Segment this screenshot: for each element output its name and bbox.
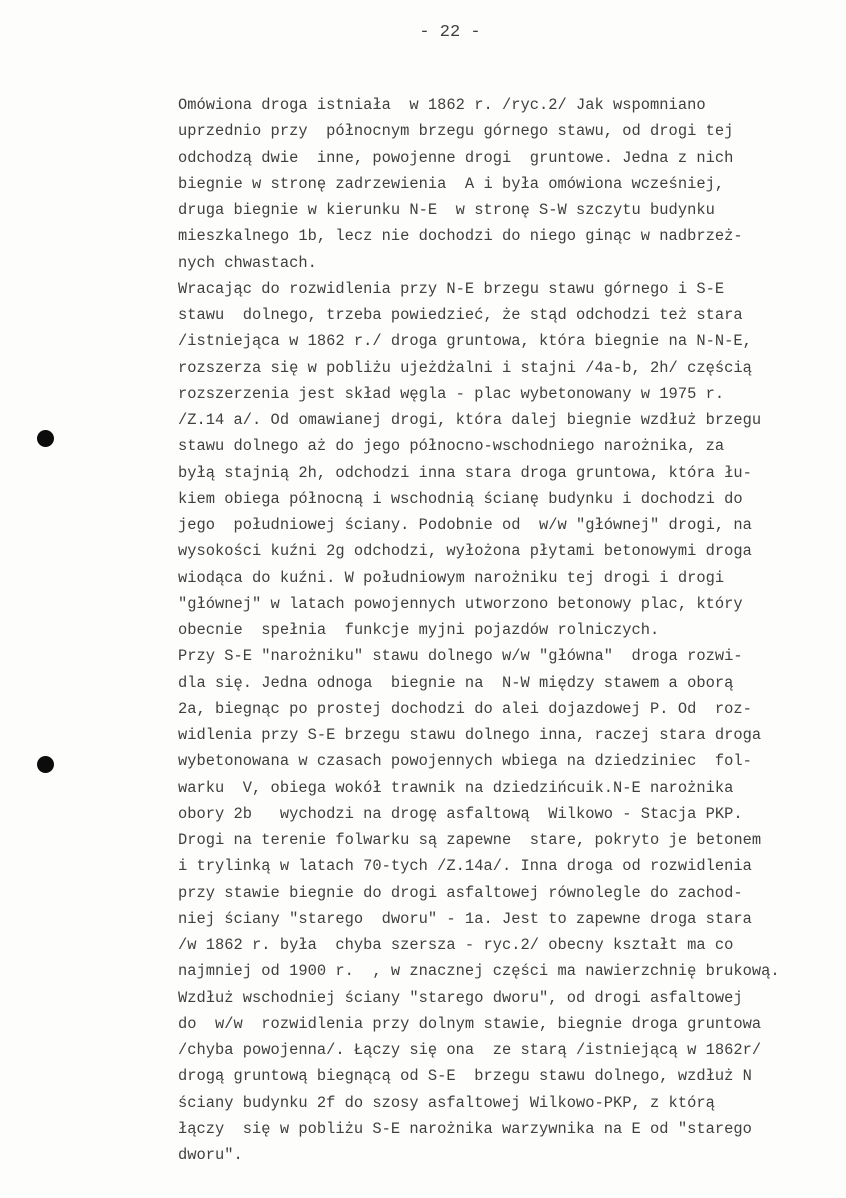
text-line: najmniej od 1900 r. , w znacznej części ma nawierzchnię brukową. [178,962,780,981]
punch-hole [37,430,54,447]
text-line: obecnie spełnia funkcje myjni pojazdów rolniczych. [178,621,660,639]
text-line: Przy S-E "narożniku" stawu dolnego w/w "główna" droga rozwi- [178,647,743,666]
text-line: odchodzą dwie inne, powojenne drogi gruntowe. Jedna z nich [178,148,734,167]
text-line: 2a, biegnąc po prostej dochodzi do alei dojazdowej P. Od roz- [178,699,752,718]
text-line: jego południowej ściany. Podobnie od w/w "głównej" drogi, na [178,516,752,534]
text-line: ściany budynku 2f do szosy asfaltowej Wilkowo-PKP, z którą [178,1093,715,1112]
text-line: Omówiona droga istniała w 1862 r. /ryc.2/ Jak wspomniano [178,96,706,114]
text-line: Wracając do rozwidlenia przy N-E brzegu stawu górnego i S-E [178,279,725,298]
text-line: /chyba powojenna/. Łączy się ona ze starą /istniejącą w 1862r/ [178,1041,762,1059]
text-line: wysokości kuźni 2g odchodzi, wyłożona płytami betonowymi droga [178,542,752,561]
text-line: stawu dolnego aż do jego północno-wschodniego narożnika, za [178,437,725,456]
text-line: drogą gruntową biegnącą od S-E brzegu stawu dolnego, wzdłuż N [178,1067,752,1086]
text-line: /Z.14 a/. Od omawianej drogi, która dalej biegnie wzdłuż brzegu [178,411,762,429]
text-line: "głównej" w latach powojennych utworzono betonowy plac, który [178,594,743,613]
text-line: łączy się w pobliżu S-E narożnika warzywnika na E od "starego [178,1119,752,1138]
text-line: dla się. Jedna odnoga biegnie na N-W między stawem a oborą [178,673,734,692]
text-line: stawu dolnego, trzeba powiedzieć, że stąd odchodzi też stara [178,306,743,324]
text-line: do w/w rozwidlenia przy dolnym stawie, biegnie droga gruntowa [178,1014,762,1033]
text-line: niej ściany "starego dworu" - 1a. Jest to zapewne droga stara [178,909,752,928]
page-number: - 22 - [419,23,481,42]
text-line: rozszerzenia jest skład węgla - plac wybetonowany w 1975 r. [178,384,725,403]
text-line: /w 1862 r. była chyba szersza - ryc.2/ obecny kształt ma co [178,936,734,954]
text-line: byłą stajnią 2h, odchodzi inna stara droga gruntowa, która łu- [178,463,752,482]
punch-hole [37,756,54,773]
text-line: Wzdłuż wschodniej ściany "starego dworu", od drogi asfaltowej [178,988,743,1007]
text-line: wiodąca do kuźni. W południowym narożniku tej drogi i drogi [178,568,725,587]
text-line: mieszkalnego 1b, lecz nie dochodzi do niego ginąc w nadbrzeż- [178,227,743,246]
body-text [178,92,838,1168]
text-line: wybetonowana w czasach powojennych wbiega na dziedziniec fol- [178,752,752,771]
text-line: Drogi na terenie folwarku są zapewne stare, pokryto je betonem [178,831,762,849]
text-line: druga biegnie w kierunku N-E w stronę S-W szczytu budynku [178,201,715,219]
text-line: uprzednio przy północnym brzegu górnego stawu, od drogi tej [178,122,734,141]
text-line: obory 2b wychodzi na drogę asfaltową Wilkowo - Stacja PKP. [178,804,743,823]
text-line: nych chwastach. [178,253,317,272]
text-line: i trylinką w latach 70-tych /Z.14a/. Inna droga od rozwidlenia [178,857,752,876]
text-line: kiem obiega północną i wschodnią ścianę budynku i dochodzi do [178,489,743,508]
text-line: warku V, obiega wokół trawnik na dziedzińcuik.N-E narożnika [178,778,734,797]
text-line: dworu". [178,1146,243,1164]
text-line: przy stawie biegnie do drogi asfaltowej równolegle do zachod- [178,883,743,902]
text-line: /istniejąca w 1862 r./ droga gruntowa, która biegnie na N-N-E, [178,332,752,351]
text-line: widlenia przy S-E brzegu stawu dolnego inna, raczej stara droga [178,726,762,744]
text-line: rozszerza się w pobliżu ujeżdżalni i stajni /4a-b, 2h/ częścią [178,358,752,377]
text-line: biegnie w stronę zadrzewienia A i była omówiona wcześniej, [178,174,725,193]
